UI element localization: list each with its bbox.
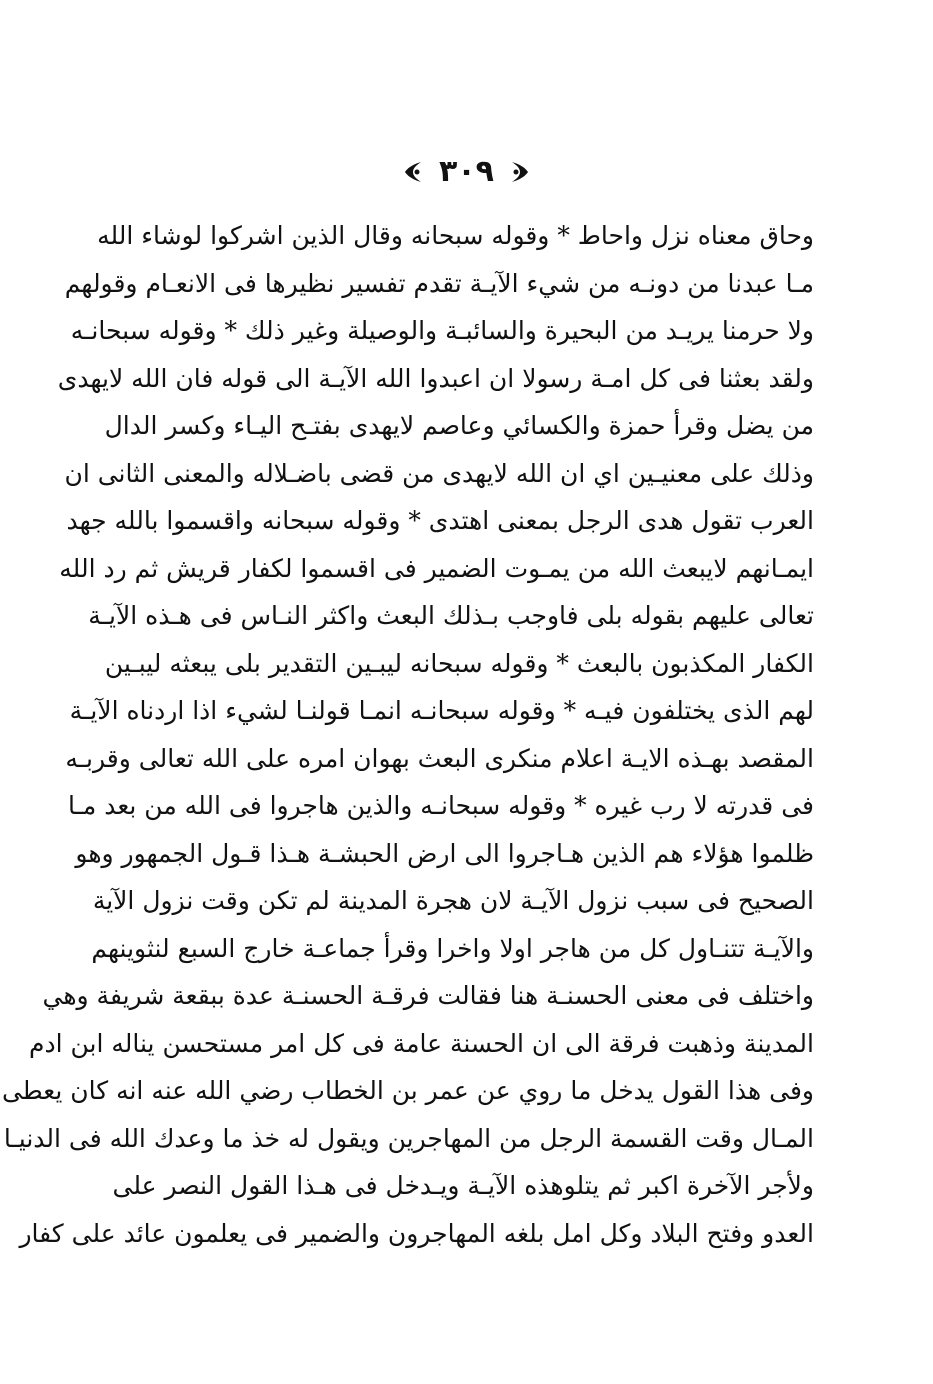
text-line: المـال وقت القسمة الرجل من المهاجرين ويقول له خذ ما وعدك الله فى الدنيـا — [3, 1123, 814, 1153]
text-line: المدينة وذهبت فرقة الى ان الحسنة عامة فى كل امر مستحسن يناله ابن ادم — [28, 1028, 814, 1058]
text-line: وحاق معناه نزل واحاط * وقوله سبحانه وقال الذين اشركوا لوشاء الله — [97, 221, 814, 250]
text-line: لهم الذى يختلفون فيـه * وقوله سبحانـه انمـا قولنـا لشيء اذا اردناه الآيـة — [69, 696, 814, 725]
text-line: الصحيح فى سبب نزول الآيـة لان هجرة المدينة لم تكن وقت نزول الآية — [92, 886, 814, 915]
text-line: وفى هذا القول يدخل ما روي عن عمر بن الخطاب رضي الله عنه انه كان يعطى — [1, 1076, 814, 1105]
left-ornament-icon — [401, 159, 427, 185]
text-line: واختلف فى معنى الحسنـة هنا فقالت فرقـة الحسنـة عدة ببقعة شريفة وهي — [42, 981, 814, 1010]
text-line: ولأجر الآخرة اكبر ثم يتلوهذه الآيـة ويـدخل فى هـذا القول النصر على — [112, 1171, 814, 1200]
page-header — [0, 150, 933, 194]
text-line: من يضل وقرأ حمزة والكسائي وعاصم لايهدى بفتـح اليـاء وكسر الدال — [104, 411, 814, 440]
text-line: والآيـة تتنـاول كل من هاجر اولا واخرا وقرأ جماعـة خارج السبع لنثوينهم — [91, 933, 814, 963]
text-line: ايمـانهم لايبعث الله من يمـوت الضمير فى اقسموا لكفار قريش ثم رد الله — [59, 553, 814, 583]
body-text — [1, 212, 814, 1257]
page-number: ٣٠٩ — [439, 154, 494, 189]
text-line: الكفار المكذبون بالبعث * وقوله سبحانه ليبـين التقدير بلى يبعثه ليبـين — [104, 648, 814, 678]
right-ornament-icon — [506, 159, 532, 185]
text-line: تعالى عليهم بقوله بلى فاوجب بـذلك البعث واكثر النـاس فى هـذه الآيـة — [88, 601, 814, 630]
text-line: مـا عبدنا من دونـه من شيء الآيـة تقدم تفسير نظيرها فى الانعـام وقولهم — [64, 268, 814, 298]
text-line: ولا حرمنا يريـد من البحيرة والسائبـة والوصيلة وغير ذلك * وقوله سبحانـه — [70, 316, 814, 345]
text-line: العرب تقول هدى الرجل بمعنى اهتدى * وقوله سبحانه واقسموا بالله جهد — [66, 506, 814, 535]
text-line: وذلك على معنيـين اي ان الله لايهدى من قضى باضـلاله والمعنى الثانى ان — [64, 458, 814, 488]
text-line: فى قدرته لا رب غيره * وقوله سبحانـه والذين هاجروا فى الله من بعد مـا — [67, 791, 814, 820]
text-line: ولقد بعثنا فى كل امـة رسولا ان اعبدوا الله الآيـة الى قوله فان الله لايهدى — [57, 363, 814, 393]
text-line: ظلموا هؤلاء هم الذين هـاجروا الى ارض الحبشـة هـذا قـول الجمهور وهو — [75, 838, 814, 868]
text-line: العدو وفتح البلاد وكل امل بلغه المهاجرون والضمير فى يعلمون عائد على كفار — [19, 1218, 814, 1248]
text-line: المقصد بهـذه الايـة اعلام منكرى البعث بهوان امره على الله تعالى وقربـه — [65, 743, 814, 773]
